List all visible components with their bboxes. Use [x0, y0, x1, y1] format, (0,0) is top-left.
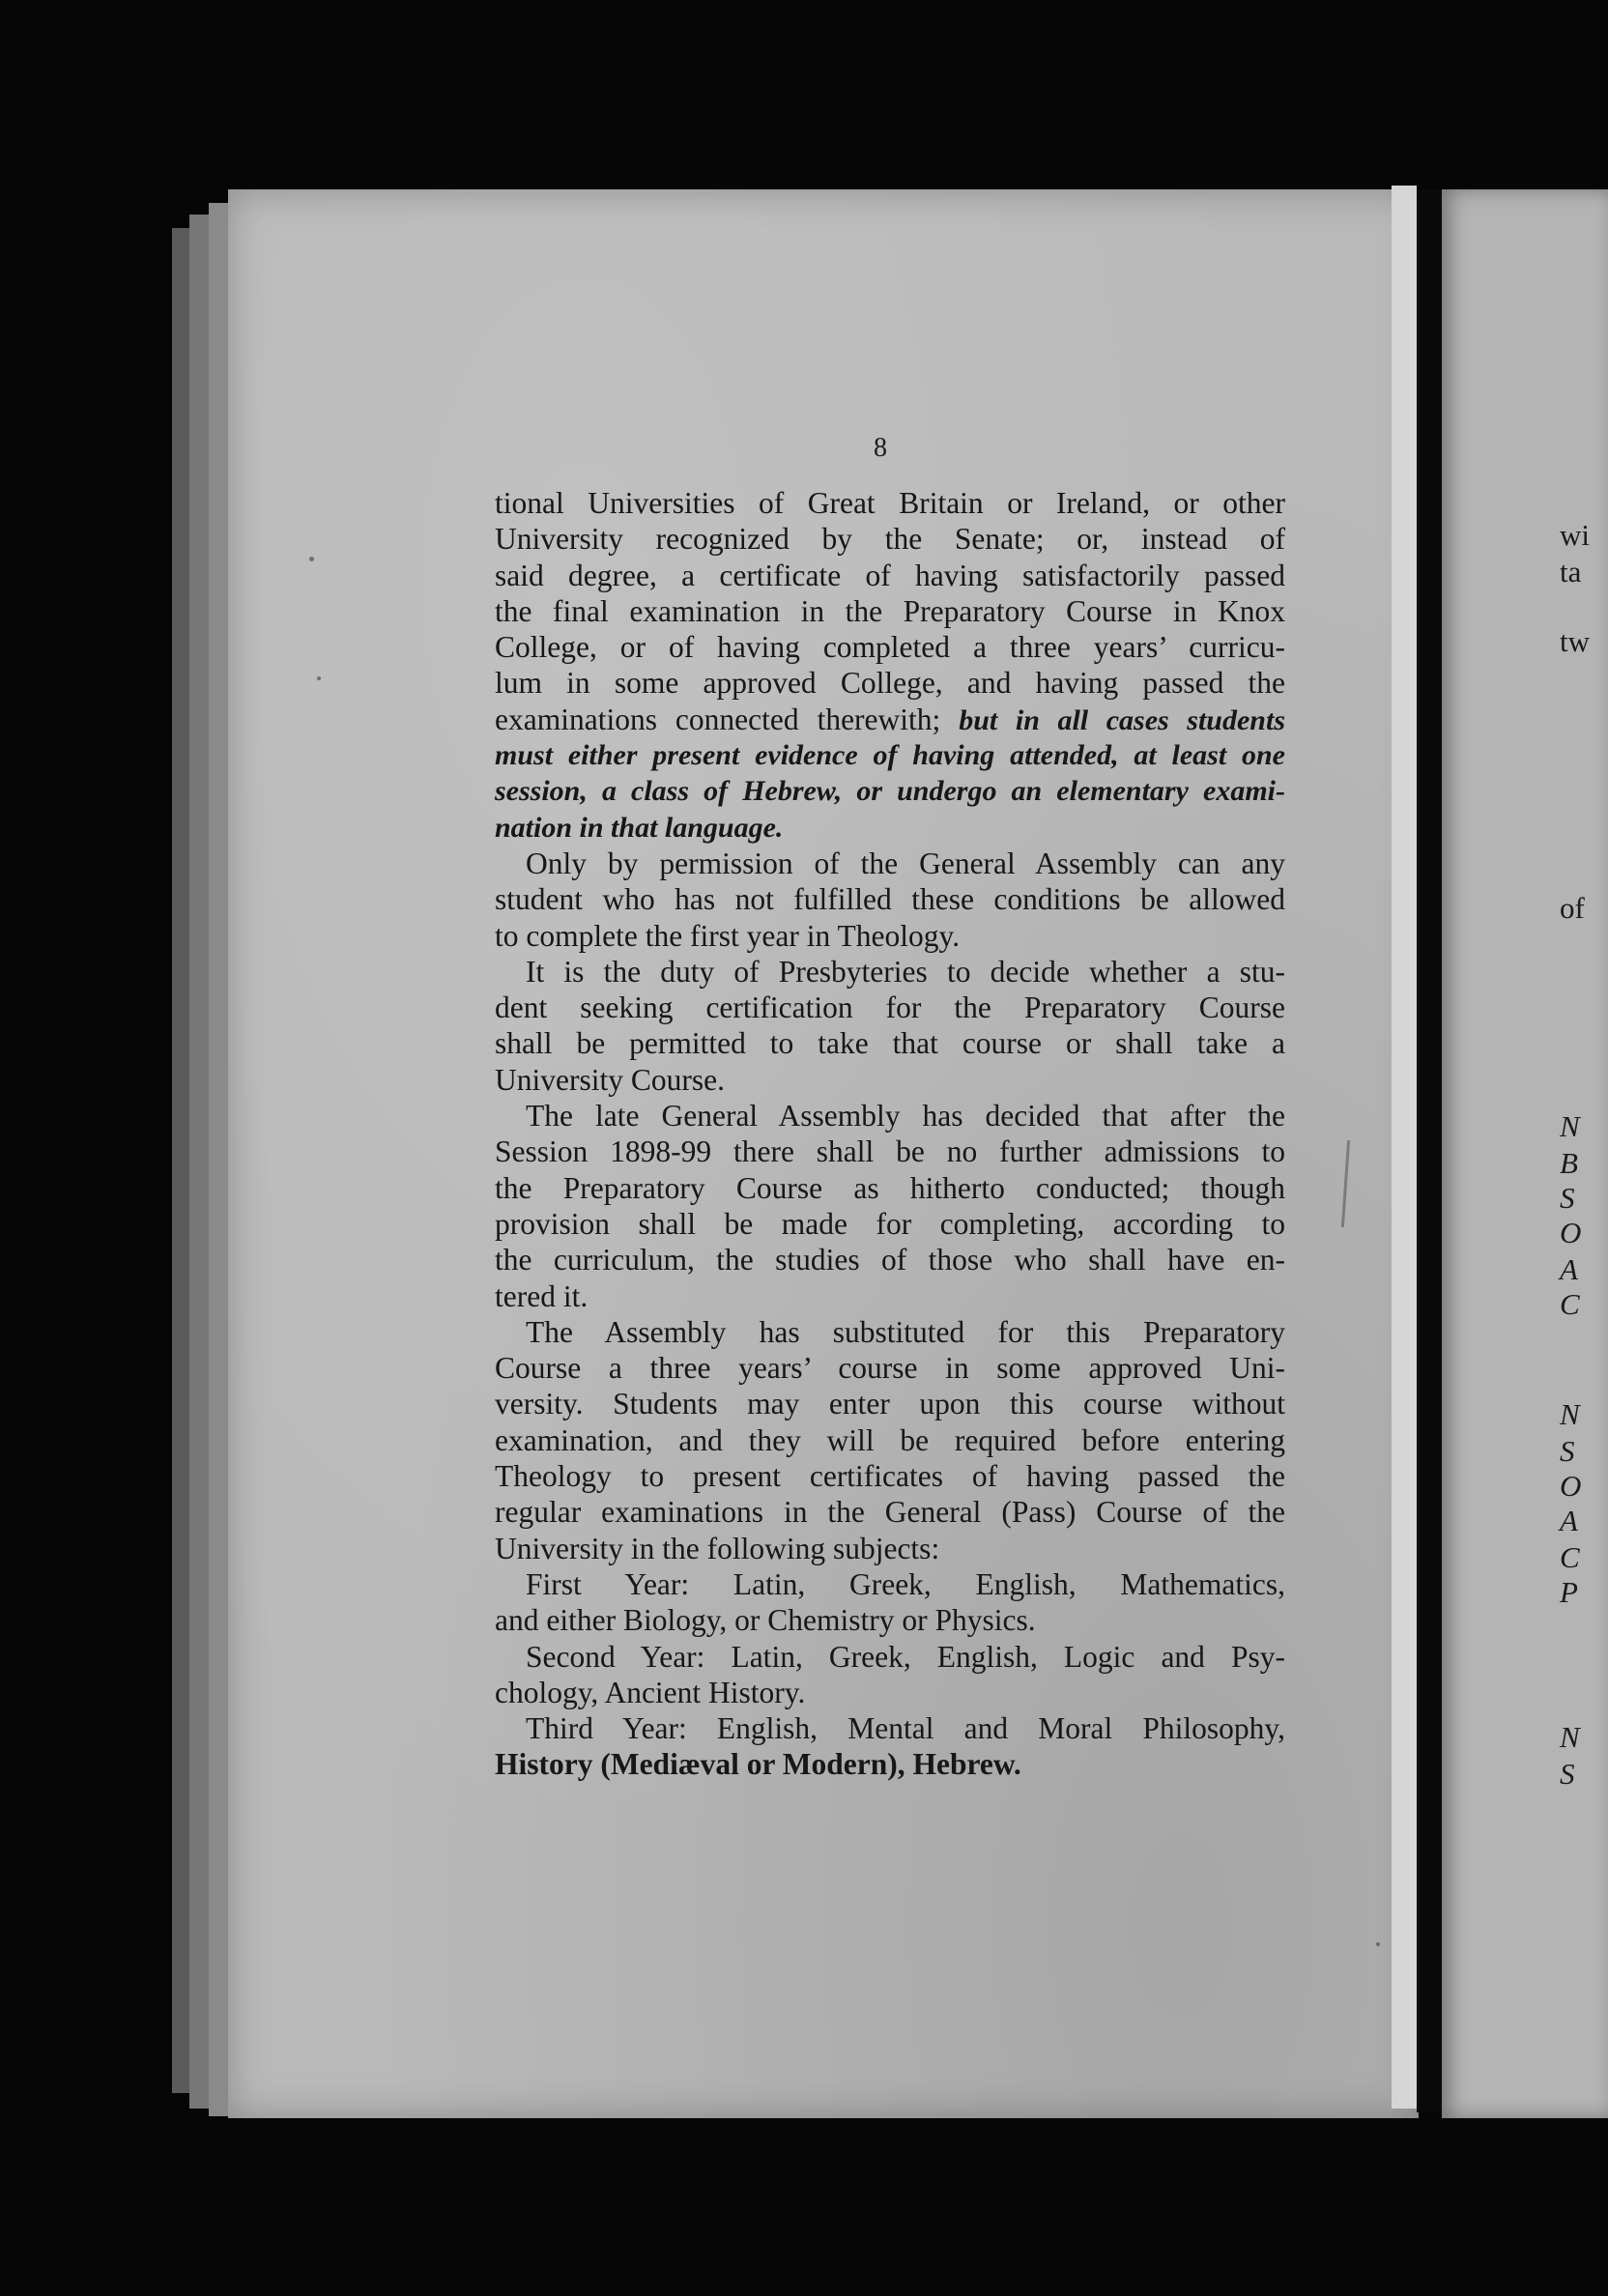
right-page [1442, 189, 1608, 2118]
text-line: Second Year: Latin, Greek, English, Logic and Psy- [526, 1639, 1285, 1674]
gutter-highlight [1392, 186, 1417, 2109]
scan-speck [1376, 1942, 1380, 1946]
right-page-fragment: of [1560, 891, 1585, 925]
right-page-fragment: N [1560, 1109, 1580, 1143]
right-page-fragment: tw [1560, 624, 1590, 658]
text-line: The late General Assembly has decided that after the [526, 1099, 1285, 1134]
text-line: provision shall be made for completing, according to [495, 1206, 1285, 1241]
right-page-fragment: S [1560, 1757, 1575, 1791]
text-line: University in the following subjects: [495, 1531, 940, 1565]
scan-speck [317, 676, 321, 680]
page-body-text [495, 485, 1285, 1783]
text-line: College, or of having completed a three years’ curricu- [495, 630, 1285, 665]
text-line: Only by permission of the General Assembly can any [526, 846, 1285, 880]
text-line: student who has not fulfilled these conditions be allowed [495, 882, 1285, 917]
text-line: Session 1898-99 there shall be no further admissions to [495, 1134, 1285, 1169]
text-line: the curriculum, the studies of those who shall have en- [495, 1243, 1285, 1277]
paragraph [495, 1098, 1285, 1314]
right-page-fragment: P [1560, 1575, 1578, 1609]
text-line: regular examinations in the General (Pass) Course of the [495, 1495, 1285, 1530]
right-page-fragment: S [1560, 1434, 1575, 1468]
paragraph [495, 1314, 1285, 1566]
text-line: nation in that language. [495, 811, 784, 844]
paragraph [495, 954, 1285, 1098]
text-line: University Course. [495, 1062, 725, 1097]
text-line: dent seeking certification for the Preparatory Course [495, 990, 1285, 1025]
text-line: History (Mediæval or Modern), Hebrew. [495, 1747, 1021, 1782]
right-page-fragment: S [1560, 1181, 1575, 1215]
paragraph [495, 485, 1285, 846]
right-page-fragment: A [1560, 1252, 1578, 1286]
page-number: 8 [874, 433, 887, 463]
text-line: examinations connected therewith; but in all cases students [495, 702, 1286, 736]
text-line: and either Biology, or Chemistry or Physics. [495, 1603, 1036, 1638]
right-page-fragment: ta [1560, 555, 1582, 588]
text-line: must either present evidence of having attended, at least one [495, 739, 1285, 772]
right-page-fragment: N [1560, 1720, 1580, 1754]
right-page-fragment: A [1560, 1504, 1578, 1537]
scan-speck [309, 557, 314, 561]
text-line: tered it. [495, 1278, 589, 1313]
text-line: chology, Ancient History. [495, 1675, 806, 1709]
text-line: Theology to present certificates of having passed the [495, 1459, 1285, 1494]
text-line: The Assembly has substituted for this Preparatory [526, 1314, 1285, 1349]
text-line: University recognized by the Senate; or, instead of [495, 522, 1285, 557]
text-line: lum in some approved College, and having passed the [495, 666, 1285, 701]
text-line: versity. Students may enter upon this course without [495, 1387, 1285, 1421]
text-line: First Year: Latin, Greek, English, Mathematics, [526, 1566, 1285, 1601]
paragraph [495, 846, 1285, 954]
paragraph [495, 1566, 1285, 1639]
right-page-fragment: O [1560, 1216, 1582, 1249]
right-page-fragment: N [1560, 1397, 1580, 1431]
text-line: examination, and they will be required before entering [495, 1422, 1285, 1457]
text-line: tional Universities of Great Britain or Ireland, or other [495, 486, 1285, 520]
paragraph [495, 1639, 1285, 1711]
italic-text: but in all cases students [959, 703, 1286, 736]
text-line: the Preparatory Course as hitherto conducted; though [495, 1170, 1285, 1205]
right-page-fragment: O [1560, 1469, 1582, 1503]
text-line: to complete the first year in Theology. [495, 918, 961, 953]
right-page-fragment: C [1560, 1287, 1580, 1321]
paragraph [495, 1710, 1285, 1783]
text-line: It is the duty of Presbyteries to decide whether a stu- [526, 954, 1285, 989]
text-line: Course a three years’ course in some approved Uni- [495, 1351, 1285, 1386]
right-page-fragment: C [1560, 1540, 1580, 1574]
text-line: shall be permitted to take that course or shall take a [495, 1026, 1285, 1061]
text-line: said degree, a certificate of having satisfactorily passed [495, 558, 1285, 592]
book-spine [1417, 189, 1442, 2112]
right-page-fragment: B [1560, 1146, 1578, 1180]
text-line: session, a class of Hebrew, or undergo an elementary exami- [495, 775, 1285, 808]
text-line: the final examination in the Preparatory Course in Knox [495, 593, 1285, 628]
right-page-fragment: wi [1560, 518, 1590, 552]
text-line: Third Year: English, Mental and Moral Philosophy, [526, 1711, 1285, 1746]
